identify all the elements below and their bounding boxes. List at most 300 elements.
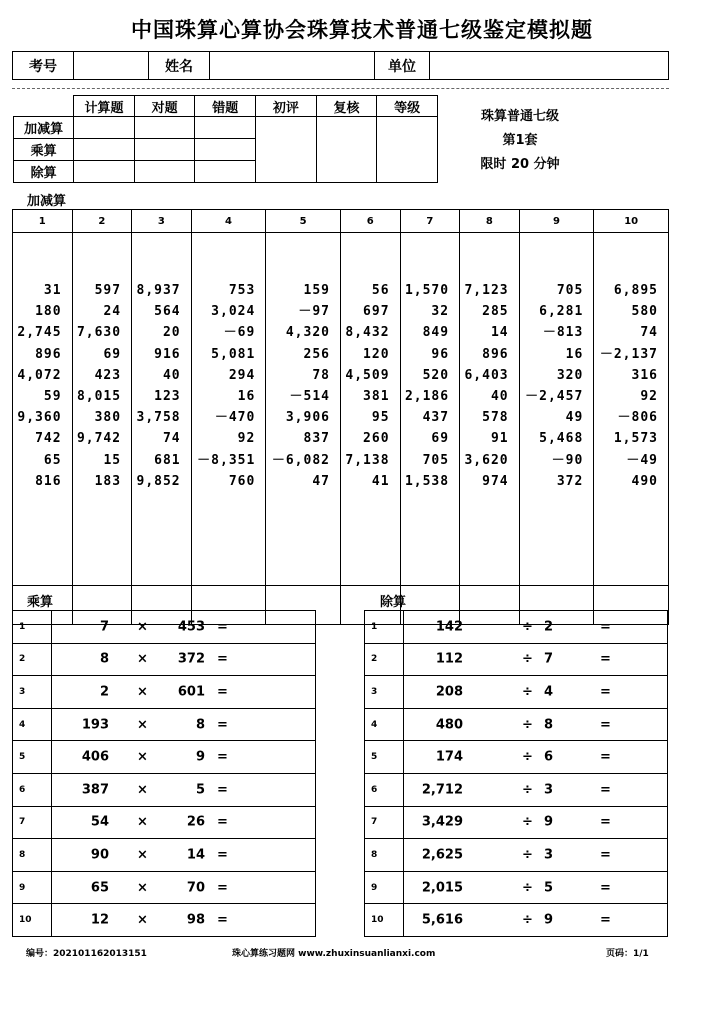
addend: 92: [640, 389, 658, 405]
operator-symbol: ×: [137, 684, 148, 700]
addend: 6,895: [613, 283, 658, 298]
addend: 3,024: [211, 304, 256, 320]
addend: 256: [303, 346, 330, 362]
problem-expression[interactable]: [52, 741, 316, 774]
equals-sign: =: [217, 717, 228, 733]
problem-row: [365, 643, 668, 676]
addend: 490: [631, 473, 658, 489]
problem-row: [13, 741, 316, 774]
problem-row: [365, 741, 668, 774]
problem-row: [365, 708, 668, 741]
addend: 3,620: [464, 452, 509, 468]
addition-column-number: 3: [132, 210, 192, 233]
addend: 5,468: [539, 431, 584, 447]
candidate-info-table: [12, 51, 669, 80]
set-number: 第1套: [502, 133, 538, 148]
addend: 423: [94, 367, 122, 383]
addend: 4,320: [285, 325, 330, 341]
operator-symbol: ×: [137, 880, 148, 896]
addend: 4,509: [345, 367, 390, 383]
addend: 294: [228, 367, 256, 383]
operator-symbol: ÷: [522, 782, 533, 798]
equals-sign: =: [600, 749, 611, 765]
addend: 8,015: [76, 389, 122, 405]
operator-symbol: ÷: [522, 684, 533, 700]
equals-sign: =: [217, 782, 228, 798]
addition-column: [191, 233, 266, 586]
operand-b: 372: [177, 651, 205, 667]
score-header: 等级: [377, 96, 438, 117]
equals-sign: =: [600, 880, 611, 896]
score-header: 对题: [134, 96, 195, 117]
addend: 564: [154, 304, 181, 320]
addend: 4,072: [17, 367, 62, 383]
operand-b: 601: [177, 684, 205, 700]
addition-column: [266, 233, 341, 586]
equals-sign: =: [217, 619, 228, 635]
addend: 159: [303, 283, 330, 298]
problem-row: [365, 839, 668, 872]
addend: 1,538: [404, 473, 450, 489]
addend: 31: [43, 283, 62, 298]
name-label: 姓名: [149, 52, 210, 80]
score-cell[interactable]: [195, 161, 256, 183]
operator-symbol: ×: [137, 814, 148, 830]
addend: 5,081: [211, 346, 256, 362]
addend: 380: [94, 410, 122, 426]
operand-b: 8: [543, 717, 553, 733]
addend: 2,186: [404, 389, 450, 405]
operand-a: 12: [90, 912, 109, 928]
addend: 123: [154, 389, 181, 405]
addition-column: [72, 233, 132, 586]
problem-expression[interactable]: [404, 806, 668, 839]
addend: 578: [482, 410, 509, 426]
operand-b: 453: [177, 619, 205, 635]
problem-number: 9: [13, 871, 52, 904]
equals-sign: =: [217, 749, 228, 765]
addend: 705: [422, 452, 450, 468]
problem-number: 3: [13, 676, 52, 709]
score-header: 计算题: [74, 96, 135, 117]
addend: 849: [422, 325, 450, 341]
score-cell[interactable]: [74, 117, 135, 139]
problem-row: [13, 806, 316, 839]
score-cell[interactable]: [195, 117, 256, 139]
operand-a: 5,616: [421, 912, 463, 928]
problem-expression[interactable]: [52, 871, 316, 904]
score-cell[interactable]: [74, 161, 135, 183]
score-header: 初评: [256, 96, 317, 117]
operand-b: 70: [186, 880, 205, 896]
equals-sign: =: [600, 619, 611, 635]
equals-sign: =: [217, 847, 228, 863]
addend: －97: [298, 304, 330, 320]
addend: 372: [556, 473, 584, 489]
problem-row: [365, 676, 668, 709]
operand-a: 174: [435, 749, 463, 765]
problem-row: [13, 839, 316, 872]
addend: －813: [542, 325, 584, 341]
operand-b: 5: [195, 782, 205, 798]
operator-symbol: ×: [137, 619, 148, 635]
unit-label: 单位: [375, 52, 430, 80]
equals-sign: =: [217, 880, 228, 896]
addition-column-number: 9: [519, 210, 594, 233]
operator-symbol: ×: [137, 912, 148, 928]
problem-number: 2: [13, 643, 52, 676]
operand-a: 2,015: [421, 880, 463, 896]
equals-sign: =: [600, 651, 611, 667]
problem-expression[interactable]: [404, 611, 668, 644]
equals-sign: =: [600, 847, 611, 863]
operand-b: 5: [543, 880, 553, 896]
problem-number: 1: [365, 611, 404, 644]
operand-b: 14: [186, 847, 205, 863]
addend: 91: [490, 431, 509, 447]
problem-number: 8: [13, 839, 52, 872]
score-cell[interactable]: [256, 117, 317, 183]
score-header: 复核: [316, 96, 377, 117]
addition-column-number: 6: [340, 210, 400, 233]
problem-expression[interactable]: [52, 904, 316, 937]
problem-row: [13, 773, 316, 806]
operand-a: 65: [90, 880, 109, 896]
addend: 20: [162, 325, 181, 341]
addition-section-label: 加减算: [27, 194, 67, 209]
operand-a: 3,429: [421, 814, 463, 830]
operand-b: 4: [543, 684, 553, 700]
addend: 2,745: [17, 325, 62, 341]
addend: 753: [228, 283, 256, 298]
addend: 437: [422, 410, 450, 426]
addend: 681: [154, 452, 181, 468]
operator-symbol: ÷: [522, 717, 533, 733]
operand-a: 480: [435, 717, 463, 733]
addend: 320: [556, 367, 584, 383]
addend: 816: [35, 473, 62, 489]
problem-number: 2: [365, 643, 404, 676]
addend: 180: [35, 304, 62, 320]
addition-column: [340, 233, 400, 586]
problem-number: 3: [365, 676, 404, 709]
problem-expression[interactable]: [52, 676, 316, 709]
exam-no-label: 考号: [13, 52, 74, 80]
addend: 24: [103, 304, 122, 320]
problem-number: 7: [365, 806, 404, 839]
addend: 705: [556, 283, 584, 298]
problem-row: [13, 611, 316, 644]
unit-field[interactable]: [430, 52, 669, 80]
problem-row: [13, 871, 316, 904]
problem-row: [13, 904, 316, 937]
addend: 896: [35, 346, 62, 362]
set-info: [450, 105, 590, 177]
addend: 837: [303, 431, 330, 447]
addition-column: [519, 233, 594, 586]
addend: －2,457: [525, 389, 584, 405]
addend: －470: [214, 410, 256, 426]
problem-row: [13, 643, 316, 676]
addend: 95: [371, 410, 390, 426]
problem-row: [365, 871, 668, 904]
addend: 580: [631, 304, 658, 320]
problem-row: [365, 611, 668, 644]
addend: 14: [490, 325, 509, 341]
problem-number: 6: [365, 773, 404, 806]
addend: 92: [237, 431, 256, 447]
operator-symbol: ×: [137, 847, 148, 863]
addend: 56: [371, 283, 390, 298]
score-table: [13, 95, 438, 183]
operand-a: 90: [90, 847, 109, 863]
problem-expression[interactable]: [404, 904, 668, 937]
addend: 32: [431, 304, 450, 320]
problem-expression[interactable]: [52, 643, 316, 676]
equals-sign: =: [600, 912, 611, 928]
addend: －6,082: [271, 452, 330, 468]
addend: 9,742: [76, 431, 122, 447]
addend: 760: [228, 473, 256, 489]
addition-column: [594, 233, 669, 586]
equals-sign: =: [600, 684, 611, 700]
operator-symbol: ×: [137, 782, 148, 798]
operand-a: 112: [435, 651, 463, 667]
addend: 9,360: [17, 410, 62, 426]
problem-expression[interactable]: [404, 643, 668, 676]
equals-sign: =: [217, 814, 228, 830]
problem-number: 5: [13, 741, 52, 774]
addition-table: [12, 209, 669, 625]
addend: －806: [617, 410, 658, 426]
footer-serial: 编号：202101162013151: [26, 949, 147, 959]
addend: 59: [43, 389, 62, 405]
operand-a: 208: [435, 684, 463, 700]
addend: 6,403: [464, 367, 509, 383]
operand-a: 2: [99, 684, 109, 700]
addend: －90: [551, 452, 584, 468]
addend: 40: [490, 389, 509, 405]
addend: 78: [312, 367, 330, 383]
addend: 597: [94, 283, 122, 298]
equals-sign: =: [217, 684, 228, 700]
problem-row: [365, 773, 668, 806]
addend: 74: [640, 325, 658, 341]
operator-symbol: ÷: [522, 651, 533, 667]
addition-column-number: 1: [13, 210, 73, 233]
division-table: [364, 610, 668, 937]
score-header: 错题: [195, 96, 256, 117]
addend: 974: [482, 473, 509, 489]
multiplication-section-label: 乘算: [27, 595, 54, 610]
addend: 916: [154, 346, 181, 362]
addend: 7,123: [464, 283, 509, 298]
problem-number: 4: [365, 708, 404, 741]
operand-a: 387: [81, 782, 109, 798]
problem-number: 9: [365, 871, 404, 904]
score-cell[interactable]: [74, 139, 135, 161]
addend: 16: [565, 346, 584, 362]
problem-expression[interactable]: [52, 839, 316, 872]
problem-number: 5: [365, 741, 404, 774]
score-row-label: 除算: [14, 161, 74, 183]
problem-expression[interactable]: [404, 839, 668, 872]
operand-b: 2: [543, 619, 553, 635]
set-level: 珠算普通七级: [480, 109, 559, 124]
addend: 742: [35, 431, 62, 447]
score-row-label: 乘算: [14, 139, 74, 161]
footer-page: 页码：1/1: [606, 949, 649, 959]
problem-number: 1: [13, 611, 52, 644]
problem-expression[interactable]: [404, 741, 668, 774]
addend: 7,630: [76, 325, 122, 341]
operand-b: 9: [195, 749, 205, 765]
addend: 520: [422, 367, 450, 383]
addend: 65: [43, 452, 62, 468]
operand-a: 8: [99, 651, 109, 667]
problem-expression[interactable]: [52, 611, 316, 644]
operator-symbol: ×: [137, 717, 148, 733]
addend: 120: [363, 346, 390, 362]
operator-symbol: ×: [137, 651, 148, 667]
problem-expression[interactable]: [404, 708, 668, 741]
addend: 6,281: [539, 304, 584, 320]
problem-number: 7: [13, 806, 52, 839]
addend: 16: [237, 389, 256, 405]
addend: 381: [363, 389, 390, 405]
addend: 74: [162, 431, 181, 447]
problem-expression[interactable]: [52, 773, 316, 806]
addition-column-number: 5: [266, 210, 341, 233]
score-cell[interactable]: [377, 117, 438, 183]
operand-b: 26: [186, 814, 205, 830]
addend: 1,570: [404, 283, 450, 298]
score-cell[interactable]: [316, 117, 377, 183]
addition-column: [132, 233, 192, 586]
operand-b: 3: [543, 847, 553, 863]
addition-column-number: 2: [72, 210, 132, 233]
operand-b: 98: [186, 912, 205, 928]
addend: －69: [223, 325, 256, 341]
operator-symbol: ÷: [522, 847, 533, 863]
problem-number: 10: [365, 904, 404, 937]
addend: 316: [631, 367, 658, 383]
page-title: 中国珠算心算协会珠算技术普通七级鉴定模拟题: [131, 18, 593, 42]
operator-symbol: ×: [137, 749, 148, 765]
operand-b: 7: [543, 651, 553, 667]
addend: 7,138: [345, 452, 390, 468]
operator-symbol: ÷: [522, 749, 533, 765]
addend: 260: [363, 431, 390, 447]
problem-number: 8: [365, 839, 404, 872]
operand-a: 2,712: [421, 782, 463, 798]
problem-expression[interactable]: [52, 708, 316, 741]
problem-expression[interactable]: [404, 871, 668, 904]
addend: －49: [626, 452, 658, 468]
addend: 697: [363, 304, 390, 320]
problem-row: [365, 904, 668, 937]
footer-site: 珠心算练习题网 www.zhuxinsuanlianxi.com: [232, 949, 436, 959]
operand-a: 2,625: [421, 847, 463, 863]
addend: 69: [431, 431, 450, 447]
problem-expression[interactable]: [404, 773, 668, 806]
problem-number: 10: [13, 904, 52, 937]
problem-expression[interactable]: [404, 676, 668, 709]
addend: 3,758: [136, 410, 181, 426]
addition-column: [13, 233, 73, 586]
problem-row: [13, 708, 316, 741]
score-cell[interactable]: [134, 161, 195, 183]
cut-line-divider: [12, 88, 669, 89]
operand-b: 9: [543, 814, 553, 830]
addend: 896: [482, 346, 509, 362]
score-cell[interactable]: [134, 117, 195, 139]
equals-sign: =: [217, 912, 228, 928]
operator-symbol: ÷: [522, 814, 533, 830]
addend: 9,852: [136, 473, 181, 489]
problem-row: [13, 676, 316, 709]
problem-number: 4: [13, 708, 52, 741]
addend: 96: [431, 346, 450, 362]
score-row-label: 加减算: [14, 117, 74, 139]
operator-symbol: ÷: [522, 912, 533, 928]
score-cell[interactable]: [195, 139, 256, 161]
operator-symbol: ÷: [522, 880, 533, 896]
score-cell[interactable]: [134, 139, 195, 161]
problem-expression[interactable]: [52, 806, 316, 839]
addend: 183: [94, 473, 122, 489]
operator-symbol: ÷: [522, 619, 533, 635]
addend: －514: [289, 389, 330, 405]
operand-b: 8: [195, 717, 205, 733]
operand-b: 9: [543, 912, 553, 928]
addend: 8,937: [136, 283, 181, 298]
operand-b: 6: [543, 749, 553, 765]
multiplication-table: [12, 610, 316, 937]
addition-column-number: 4: [191, 210, 266, 233]
addend: 3,906: [285, 410, 330, 426]
operand-a: 193: [81, 717, 109, 733]
addend: －8,351: [197, 452, 256, 468]
operand-a: 142: [435, 619, 463, 635]
addend: 41: [371, 473, 390, 489]
time-limit: 限时 20 分钟: [480, 157, 560, 172]
addend: －2,137: [599, 346, 658, 362]
operand-a: 54: [90, 814, 109, 830]
addend: 47: [312, 473, 330, 489]
exam-no-field[interactable]: [74, 52, 149, 80]
addition-column: [460, 233, 520, 586]
addend: 15: [103, 452, 122, 468]
addition-column: [400, 233, 460, 586]
operand-a: 406: [81, 749, 109, 765]
addend: 8,432: [345, 325, 390, 341]
equals-sign: =: [217, 651, 228, 667]
addend: 69: [103, 346, 122, 362]
equals-sign: =: [600, 814, 611, 830]
name-field[interactable]: [210, 52, 375, 80]
addend: 40: [162, 367, 181, 383]
problem-row: [365, 806, 668, 839]
operand-b: 3: [543, 782, 553, 798]
addend: 285: [482, 304, 509, 320]
addition-column-number: 10: [594, 210, 669, 233]
division-section-label: 除算: [380, 595, 407, 610]
addend: 49: [565, 410, 584, 426]
operand-a: 7: [99, 619, 109, 635]
equals-sign: =: [600, 717, 611, 733]
problem-number: 6: [13, 773, 52, 806]
